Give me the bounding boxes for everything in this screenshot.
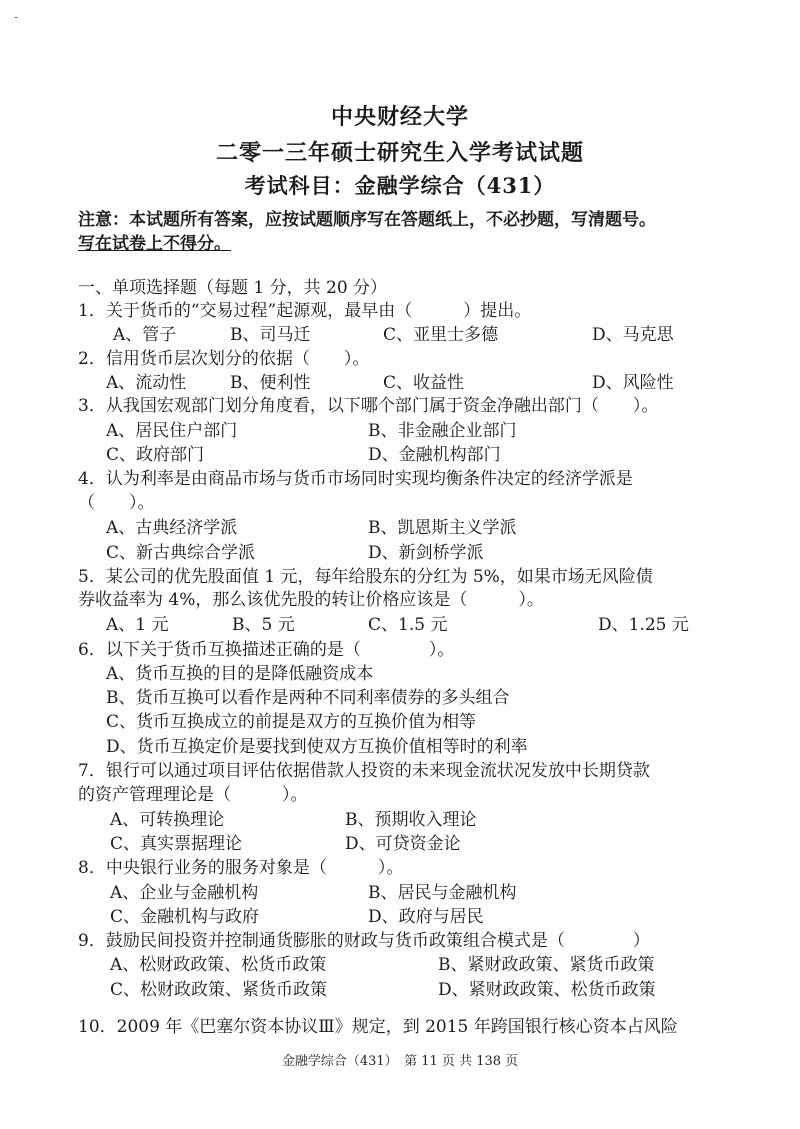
question-4-option-d: D、新剑桥学派 [368, 543, 484, 563]
university-title: 中央财经大学 [330, 104, 469, 130]
question-3-stem: 3．从我国宏观部门划分角度看，以下哪个部门属于资金净融出部门（ ）。 [78, 396, 659, 416]
question-4-stem-line-1: 4．认为利率是由商品市场与货币市场同时实现均衡条件决定的经济学派是 [78, 469, 633, 489]
question-4-option-a: A、古典经济学派 [106, 518, 238, 538]
question-9-option-d: D、紧财政政策、松货币政策 [438, 980, 656, 1000]
question-9-option-c: C、松财政政策、紧货币政策 [110, 980, 328, 1000]
exam-title: 二零一三年硕士研究生入学考试试题 [215, 140, 584, 166]
question-7-option-b: B、预期收入理论 [345, 810, 477, 830]
page-footer: 金融学综合（431） 第 11 页 共 138 页 [281, 1054, 519, 1069]
question-7-option-d: D、可贷资金论 [345, 834, 461, 854]
question-7-option-a: A、可转换理论 [110, 810, 225, 830]
question-8-option-b: B、居民与金融机构 [368, 883, 517, 903]
question-5-stem-line-1: 5．某公司的优先股面值 1 元，每年给股东的分红为 5%，如果市场无风险债 [78, 567, 653, 587]
exam-subject: 考试科目：金融学综合（431） [244, 173, 556, 198]
question-1-stem: 1．关于货币的“交易过程”起源观，最早由（ ）提出。 [78, 301, 532, 321]
question-4-stem-line-2: （ ）。 [78, 493, 155, 513]
question-2-option-b: B、便利性 [230, 373, 311, 393]
question-7-stem-line-2: 的资产管理理论是（ ）。 [78, 785, 308, 805]
question-7-option-c: C、真实票据理论 [110, 834, 243, 854]
notice-line-2: 写在试卷上不得分。 [78, 234, 231, 254]
question-6-option-b: B、货币互换可以看作是两种不同利率债券的多头组合 [106, 688, 510, 708]
question-4-option-c: C、新古典综合学派 [106, 543, 256, 563]
question-6-stem: 6．以下关于货币互换描述正确的是（ ）。 [78, 640, 455, 660]
question-5-stem-line-2: 券收益率为 4%，那么该优先股的转让价格应该是（ ）。 [78, 590, 544, 610]
question-2-option-d: D、风险性 [592, 373, 674, 393]
question-3-option-b: B、非金融企业部门 [368, 421, 517, 441]
question-4-option-b: B、凯恩斯主义学派 [368, 518, 517, 538]
question-2-stem: 2．信用货币层次划分的依据（ ）。 [78, 349, 370, 369]
question-1-option-c: C、亚里士多德 [383, 325, 499, 345]
question-1-option-d: D、马克思 [592, 325, 674, 345]
question-9-option-b: B、紧财政政策、紧货币政策 [438, 955, 655, 975]
question-9-stem: 9．鼓励民间投资并控制通货膨胀的财政与货币政策组合模式是（ ） [78, 931, 650, 951]
notice-line-1: 注意：本试题所有答案，应按试题顺序写在答题纸上，不必抄题，写清题号。 [78, 210, 656, 230]
question-6-option-c: C、货币互换成立的前提是双方的互换价值为相等 [106, 712, 477, 732]
question-2-option-a: A、流动性 [106, 373, 187, 393]
question-3-option-c: C、政府部门 [106, 445, 205, 465]
question-5-option-c: C、1.5 元 [368, 615, 448, 635]
question-8-option-d: D、政府与居民 [368, 907, 484, 927]
question-5-option-d: D、1.25 元 [598, 615, 689, 635]
corner-mark: - [14, 10, 19, 24]
section-heading: 一、单项选择题（每题 1 分，共 20 分） [78, 278, 388, 298]
question-7-stem-line-1: 7．银行可以通过项目评估依据借款人投资的未来现金流状况发放中长期贷款 [78, 761, 650, 781]
question-3-option-d: D、金融机构部门 [368, 445, 501, 465]
question-3-option-a: A、居民住户部门 [106, 421, 238, 441]
question-5-option-b: B、5 元 [232, 615, 295, 635]
question-5-option-a: A、1 元 [106, 615, 169, 635]
question-8-stem: 8．中央银行业务的服务对象是（ ）。 [78, 858, 404, 878]
question-8-option-c: C、金融机构与政府 [110, 907, 260, 927]
question-6-option-d: D、货币互换定价是要找到使双方互换价值相等时的利率 [106, 737, 528, 757]
question-1-option-b: B、司马迁 [230, 325, 311, 345]
question-1-option-a: A、管子 [113, 325, 177, 345]
question-10-stem: 10．2009 年《巴塞尔资本协议Ⅲ》规定，到 2015 年跨国银行核心资本占风险 [78, 1017, 678, 1037]
question-2-option-c: C、收益性 [383, 373, 465, 393]
question-8-option-a: A、企业与金融机构 [110, 883, 259, 903]
question-9-option-a: A、松财政政策、松货币政策 [110, 955, 327, 975]
question-6-option-a: A、货币互换的目的是降低融资成本 [106, 664, 374, 684]
